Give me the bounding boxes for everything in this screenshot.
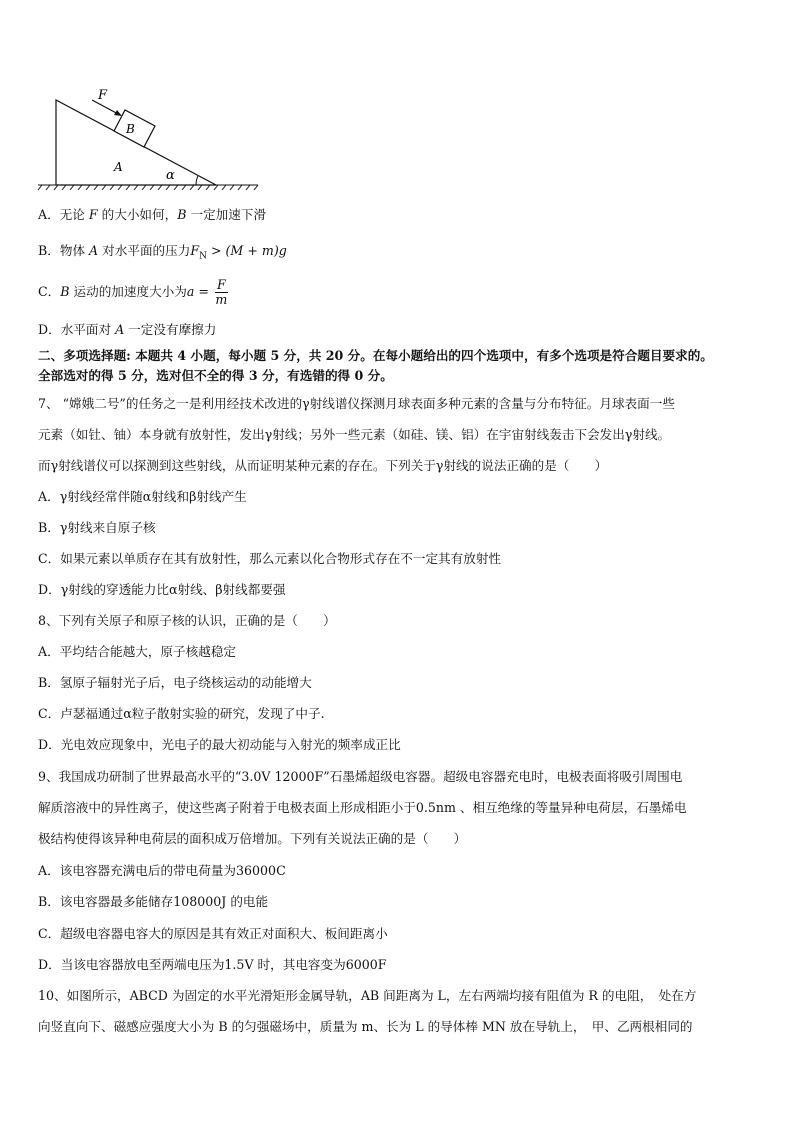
q8-option-d: D．光电效应现象中，光电子的最大初动能与入射光的频率成正比 <box>38 737 401 752</box>
q9-option-b: B．该电容器最多能储存108000J 的电能 <box>38 894 269 909</box>
q6-b-f: F <box>190 243 200 258</box>
q8-option-b: B．氢原子辐射光子后，电子绕核运动的动能增大 <box>38 675 312 690</box>
q8-option-c: C．卢瑟福通过α粒子散射实验的研究，发现了中子. <box>38 706 325 721</box>
q10-stem-line2: 向竖直向下、磁感应强度大小为 B 的匀强磁场中，质量为 m、长为 L 的导体棒 MN 放在导轨上， 甲、乙两根相同的 <box>38 1019 693 1034</box>
label-f: F <box>98 88 108 103</box>
q6-a-text: A．无论 <box>38 207 89 222</box>
q6-a-f: F <box>88 207 98 222</box>
q9-option-d: D．当该电容器放电至两端电压为1.5V 时，其电容变为6000F <box>38 957 387 972</box>
q6-c-eq: = <box>194 284 213 299</box>
q9-stem-line1: 9、我国成功研制了世界最高水平的“3.0V 12000F”石墨烯超级电容器。超级电容器充电时，电极表面将吸引周围电 <box>38 769 683 784</box>
q8-stem: 8、下列有关原子和原子核的认识，正确的是（ ） <box>38 613 336 628</box>
label-b: B <box>126 122 135 136</box>
q6-c-text: C． <box>38 284 61 299</box>
q6-d-text: D．水平面对 <box>38 322 116 337</box>
q7-option-b: B．γ射线来自原子核 <box>38 520 156 535</box>
q7-option-a: A．γ射线经常伴随α射线和β射线产生 <box>38 489 247 504</box>
q9-option-c: C．超级电容器电容大的原因是其有效正对面积大、板间距离小 <box>38 926 388 941</box>
q6-c-mid: 运动的加速度大小为 <box>69 284 187 299</box>
q6-b-sub: N <box>199 251 207 262</box>
label-alpha: α <box>166 168 175 183</box>
label-a: A <box>114 160 123 174</box>
q6-a-mid: 的大小如何， <box>97 207 178 222</box>
q6-d-a: A <box>115 322 125 337</box>
ground-hatch <box>38 185 258 190</box>
q6-b-a: A <box>89 243 99 258</box>
q8-option-a: A．平均结合能越大，原子核越稳定 <box>38 644 237 659</box>
q6-c-num: F <box>216 277 226 292</box>
q6-a-b: B <box>177 207 187 222</box>
q7-stem-line1: 7、 “嫦娥二号”的任务之一是利用经技术改进的γ射线谱仪探测月球表面多种元素的含量与分布特征。月球表面一些 <box>38 396 675 411</box>
q7-option-d: D．γ射线的穿透能力比α射线、β射线都要强 <box>38 582 286 597</box>
incline-figure <box>30 82 270 194</box>
q6-d-suffix: 一定没有摩擦力 <box>124 322 217 337</box>
q6-c-fraction <box>215 278 228 307</box>
q6-option-d <box>38 322 216 338</box>
q6-b-rest: > (M + m)g <box>206 243 287 258</box>
q6-b-text: B．物体 <box>38 243 90 258</box>
q7-option-c: C．如果元素以单质存在其有放射性，那么元素以化合物形式存在不一定其有放射性 <box>38 551 502 566</box>
section2-line2: 全部选对的得 5 分，选对但不全的得 3 分，有选错的得 0 分。 <box>38 368 393 383</box>
q6-option-a <box>38 207 266 223</box>
q6-a-suffix: 一定加速下滑 <box>186 207 267 222</box>
q6-c-a: a <box>186 284 195 299</box>
q6-option-c <box>38 276 228 308</box>
q6-c-den: m <box>215 292 228 307</box>
q6-b-mid: 对水平面的压力 <box>98 243 191 258</box>
q9-stem-line2: 解质溶液中的异性离子，使这些离子附着于电极表面上形成相距小于0.5nm 、相互绝缘的等量异种电荷层，石墨烯电 <box>38 800 687 815</box>
section2-line1: 二、多项选择题: 本题共 4 小题，每小题 5 分，共 20 分。在每小题给出的四个选项中，有多个选项是符合题目要求的。 <box>38 348 713 363</box>
angle-arc <box>196 176 198 185</box>
q6-c-b: B <box>60 284 70 299</box>
q9-stem-line3: 极结构使得该异种电荷层的面积成万倍增加。下列有关说法正确的是（ ） <box>38 831 467 846</box>
q7-stem-line2: 元素（如钍、铀）本身就有放射性，发出γ射线；另外一些元素（如硅、镁、铝）在宇宙射线轰击下会发出γ射线。 <box>38 427 671 442</box>
q9-option-a: A．该电容器充满电后的带电荷量为36000C <box>38 863 286 878</box>
q7-stem-line3: 而γ射线谱仪可以探测到这些射线，从而证明某种元素的存在。下列关于γ射线的说法正确的是（ ） <box>38 458 608 473</box>
q6-option-b <box>38 243 287 265</box>
q10-stem-line1: 10、如图所示，ABCD 为固定的水平光滑矩形金属导轨，AB 间距离为 L，左右两端均接有阻值为 R 的电阻， 处在方 <box>38 988 697 1003</box>
